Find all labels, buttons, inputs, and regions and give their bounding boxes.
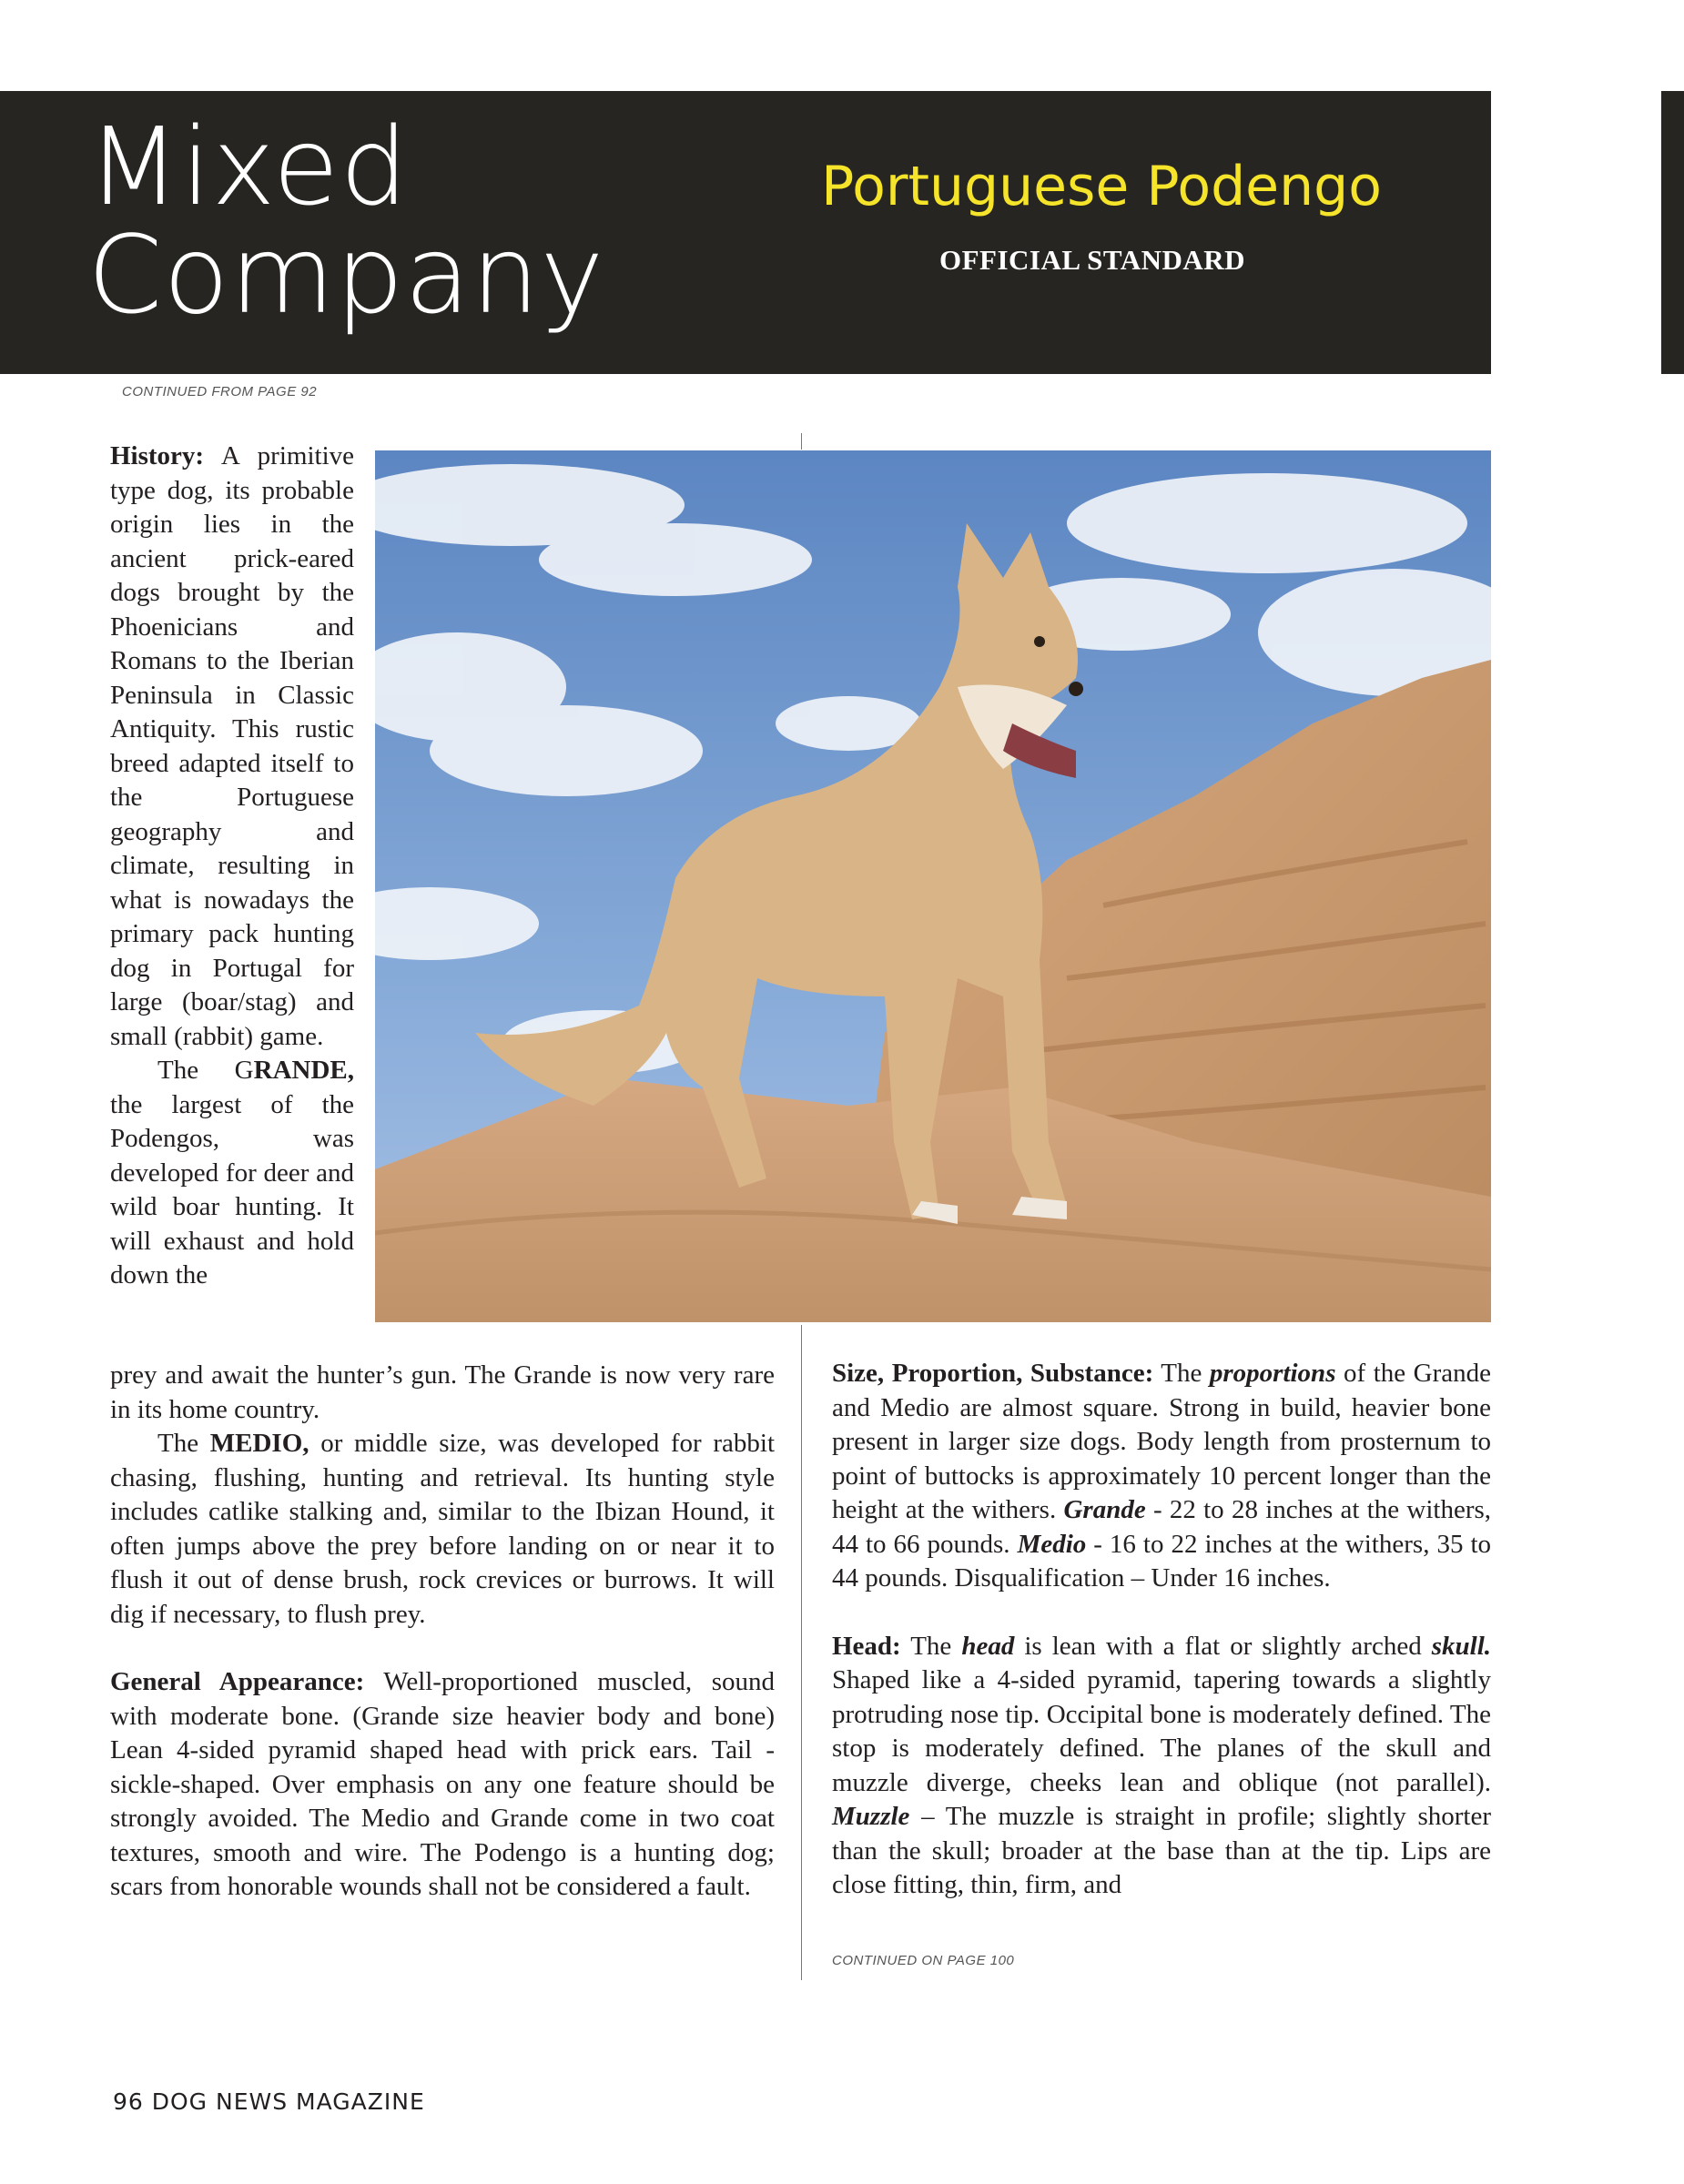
head-em-skull: skull. bbox=[1431, 1631, 1492, 1661]
grande-text-continued: prey and await the hunter’s gun. The Grande is now very rare in its home country. bbox=[110, 1360, 775, 1424]
official-standard-subtitle: OFFICIAL STANDARD bbox=[938, 244, 1246, 276]
history-section bbox=[110, 440, 354, 1293]
head-text-1: The bbox=[900, 1631, 962, 1661]
size-em-proportions: proportions bbox=[1209, 1359, 1336, 1388]
podengo-dog-photo-icon bbox=[375, 450, 1491, 1322]
grande-prefix: The G bbox=[157, 1056, 254, 1085]
size-text-4: - 16 to 22 inches at the withers, 35 to 44 pounds. Disqualification – Under 16 inches. bbox=[832, 1529, 1492, 1592]
head-em-muzzle: Muzzle bbox=[832, 1802, 910, 1831]
right-column bbox=[832, 1357, 1491, 1903]
continued-on-note: CONTINUED ON PAGE 100 bbox=[832, 1953, 1015, 1968]
general-appearance-text: Well-proportioned muscled, sound with moderate bone. (Grande size heavier body and bone) Lean 4-sided pyramid shaped head with prick ears. Tail - sickle-shaped. Over emphasis on any one feature should be strongly avoided. The Medio and Grande come in two coat textures, smooth and wire. The Podengo is a hunting dog; scars from honorable wounds shall not be considered a fault. bbox=[110, 1667, 775, 1901]
column-divider-top bbox=[801, 433, 802, 450]
grande-text: the largest of the Podengos, was developed for deer and wild boar hunting. It will exhaust and hold down the bbox=[110, 1089, 354, 1289]
column-title-line2: Company bbox=[87, 212, 605, 338]
size-em-grande: Grande bbox=[1063, 1495, 1146, 1524]
size-text-1: The bbox=[1153, 1359, 1210, 1388]
history-text: A primitive type dog, its probable origin lies in the ancient prick-eared dogs brought by the Phoenicians and Romans to the Iberian Peninsula in Classic Antiquity. This rustic breed adapted itself to the Portuguese geography and climate, resulting in what is nowadays the primary pack hunting dog in Portugal for large (boar/stag) and small (rabbit) game. bbox=[110, 441, 354, 1051]
breed-title: Portuguese Podengo bbox=[821, 155, 1382, 218]
continued-from-note: CONTINUED FROM PAGE 92 bbox=[122, 384, 318, 399]
size-label: Size, Proportion, Substance: bbox=[832, 1359, 1154, 1388]
medio-label: MEDIO, bbox=[209, 1429, 309, 1458]
column-divider bbox=[801, 1325, 802, 1980]
side-tab bbox=[1661, 91, 1684, 374]
left-column bbox=[110, 1359, 775, 1905]
size-text-3: - 22 to 28 inches at the withers, 44 to 66 pounds. bbox=[832, 1495, 1492, 1559]
head-label: Head: bbox=[832, 1631, 901, 1661]
head-text-4: – The muzzle is straight in profile; slightly shorter than the skull; broader at the base than at the tip. Lips are close fitting, thin, firm, and bbox=[832, 1802, 1491, 1899]
size-text-2: of the Grande and Medio are almost square. Strong in build, heavier bone present in larger size dogs. Body length from prosternum to point of buttocks is approximately 10 percent longer than the height at the withers. bbox=[832, 1359, 1491, 1524]
dog-photo bbox=[375, 450, 1491, 1322]
head-text-3: Shaped like a 4-sided pyramid, tapering towards a slightly protruding nose tip. Occipital bone is moderately defined. The stop is moderately defined. The planes of the skull and muzzle diverge, cheeks lean and oblique (not parallel). bbox=[832, 1665, 1491, 1797]
general-appearance-label: General Appearance: bbox=[110, 1667, 365, 1696]
medio-text: or middle size, was developed for rabbit chasing, flushing, hunting and retrieval. Its hunting style includes catlike stalking and, similar to the Ibizan Hound, it often jumps above the prey before landing on or near it to flush it out of dense brush, rock crevices or burrows. It will dig if necessary, to flush prey. bbox=[110, 1429, 775, 1629]
size-em-medio: Medio bbox=[1017, 1529, 1087, 1559]
medio-prefix: The bbox=[157, 1429, 210, 1458]
history-label: History: bbox=[110, 441, 205, 470]
grande-label: RANDE, bbox=[253, 1056, 354, 1085]
column-title-line1: Mixed bbox=[87, 104, 410, 229]
head-text-2: is lean with a flat or slightly arched bbox=[1014, 1631, 1432, 1661]
head-em-head: head bbox=[961, 1631, 1015, 1661]
page-footer: 96 DOG NEWS MAGAZINE bbox=[113, 2088, 425, 2115]
